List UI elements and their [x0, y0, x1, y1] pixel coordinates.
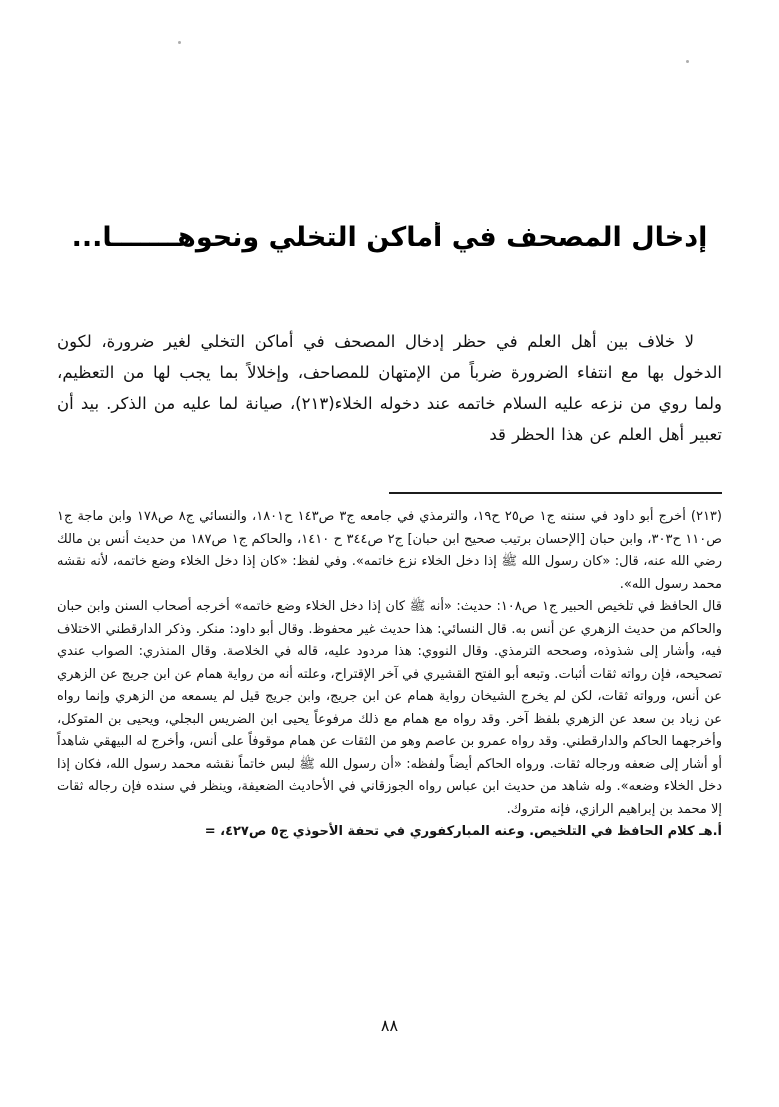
- scan-speck: [178, 41, 181, 44]
- footnote-closing-line: أ.هـ كلام الحافظ في التلخيص. وعنه المباركفوري في تحفة الأحوذي ج٥ ص٤٢٧، =: [204, 824, 722, 839]
- footnote-separator: [389, 492, 722, 494]
- scan-speck: [686, 60, 689, 63]
- body-paragraph: لا خلاف بين أهل العلم في حظر إدخال المصحف في أماكن التخلي لغير ضرورة، لكون الدخول بها مع انتفاء الضرورة ضرباً من الإمتهان للمصاحف، وإخلالاً بما يجب لها من التعظيم، ولما روي من نزعه عليه السلام خاتمه عند دخوله الخلاء(٢١٣)، صيانة لما عليه من الذكر. بيد أن تعبير أهل العلم عن هذا الحظر قد: [57, 332, 722, 444]
- footnote-block: [57, 506, 722, 844]
- chapter-title: إدخال المصحف في أماكن التخلي ونحوهـــــــا...: [71, 222, 708, 253]
- page-number: ٨٨: [380, 1016, 399, 1035]
- footnote-paragraph: قال الحافظ في تلخيص الحبير ج١ ص١٠٨: حديث: «أنه ﷺ كان إذا دخل الخلاء وضع خاتمه» أخرجه أصحاب السنن وابن حبان والحاكم من حديث الزهري عن أنس به. قال النسائي: هذا حديث غير محفوظ. وقال أبو داود: منكر. وذكر الدارقطني الاختلاف فيه، وأشار إلى شذوذه، وصححه الترمذي. وقال النووي: هذا مردود عليه، قاله في الخلاصة. وقال المنذري: الصواب عندي تصحيحه، فإن رواته ثقات أثبات. وتبعه أبو الفتح القشيري في آخر الإقتراح، وعلته أنه من رواية همام عن ابن جريج عن الزهري عن أنس، ورواته ثقات، لكن لم يخرج الشيخان رواية همام عن ابن جريج، وابن جريج قيل لم يسمعه من الزهري وإنما رواه عن زياد بن سعد عن الزهري بلفظ آخر. وقد رواه مع همام مع ذلك مرفوعاً يحيى ابن الضريس البجلي، ويحيى بن المتوكل، وأخرجهما الحاكم والدارقطني. وقد رواه عمرو بن عاصم وهو من الثقات عن همام موقوفاً على أنس، وأخرج له البيهقي شاهداً أو أشار إلى ضعفه ورجاله ثقات. ورواه الحاكم أيضاً ولفظه: «أن رسول الله ﷺ لبس خاتماً نقشه محمد رسول الله، فكان إذا دخل الخلاء وضعه». وله شاهد من حديث ابن عباس رواه الجوزقاني في الأحاديث الضعيفة، وينظر في سنده فإن رجاله ثقات إلا محمد بن إبراهيم الرازي، فإنه متروك.: [57, 599, 722, 817]
- footnote-paragraph: (٢١٣) أخرج أبو داود في سننه ج١ ص٢٥ ح١٩، والترمذي في جامعه ج٣ ص١٤٣ ح١٨٠١، والنسائي ج٨ ص١٧٨ وابن ماجة ج١ ص١١٠ ح٣٠٣، وابن حبان [الإحسان برتيب صحيح ابن حبان] ج٢ ص٣٤٤ ح ١٤١٠، والحاكم ج١ ص١٨٧ من حديث أنس بن مالك رضي الله عنه، قال: «كان رسول الله ﷺ إذا دخل الخلاء نزع خاتمه». وفي لفظ: «كان إذا دخل الخلاء وضع خاتمه، لأنه نقشه محمد رسول الله».: [57, 509, 722, 592]
